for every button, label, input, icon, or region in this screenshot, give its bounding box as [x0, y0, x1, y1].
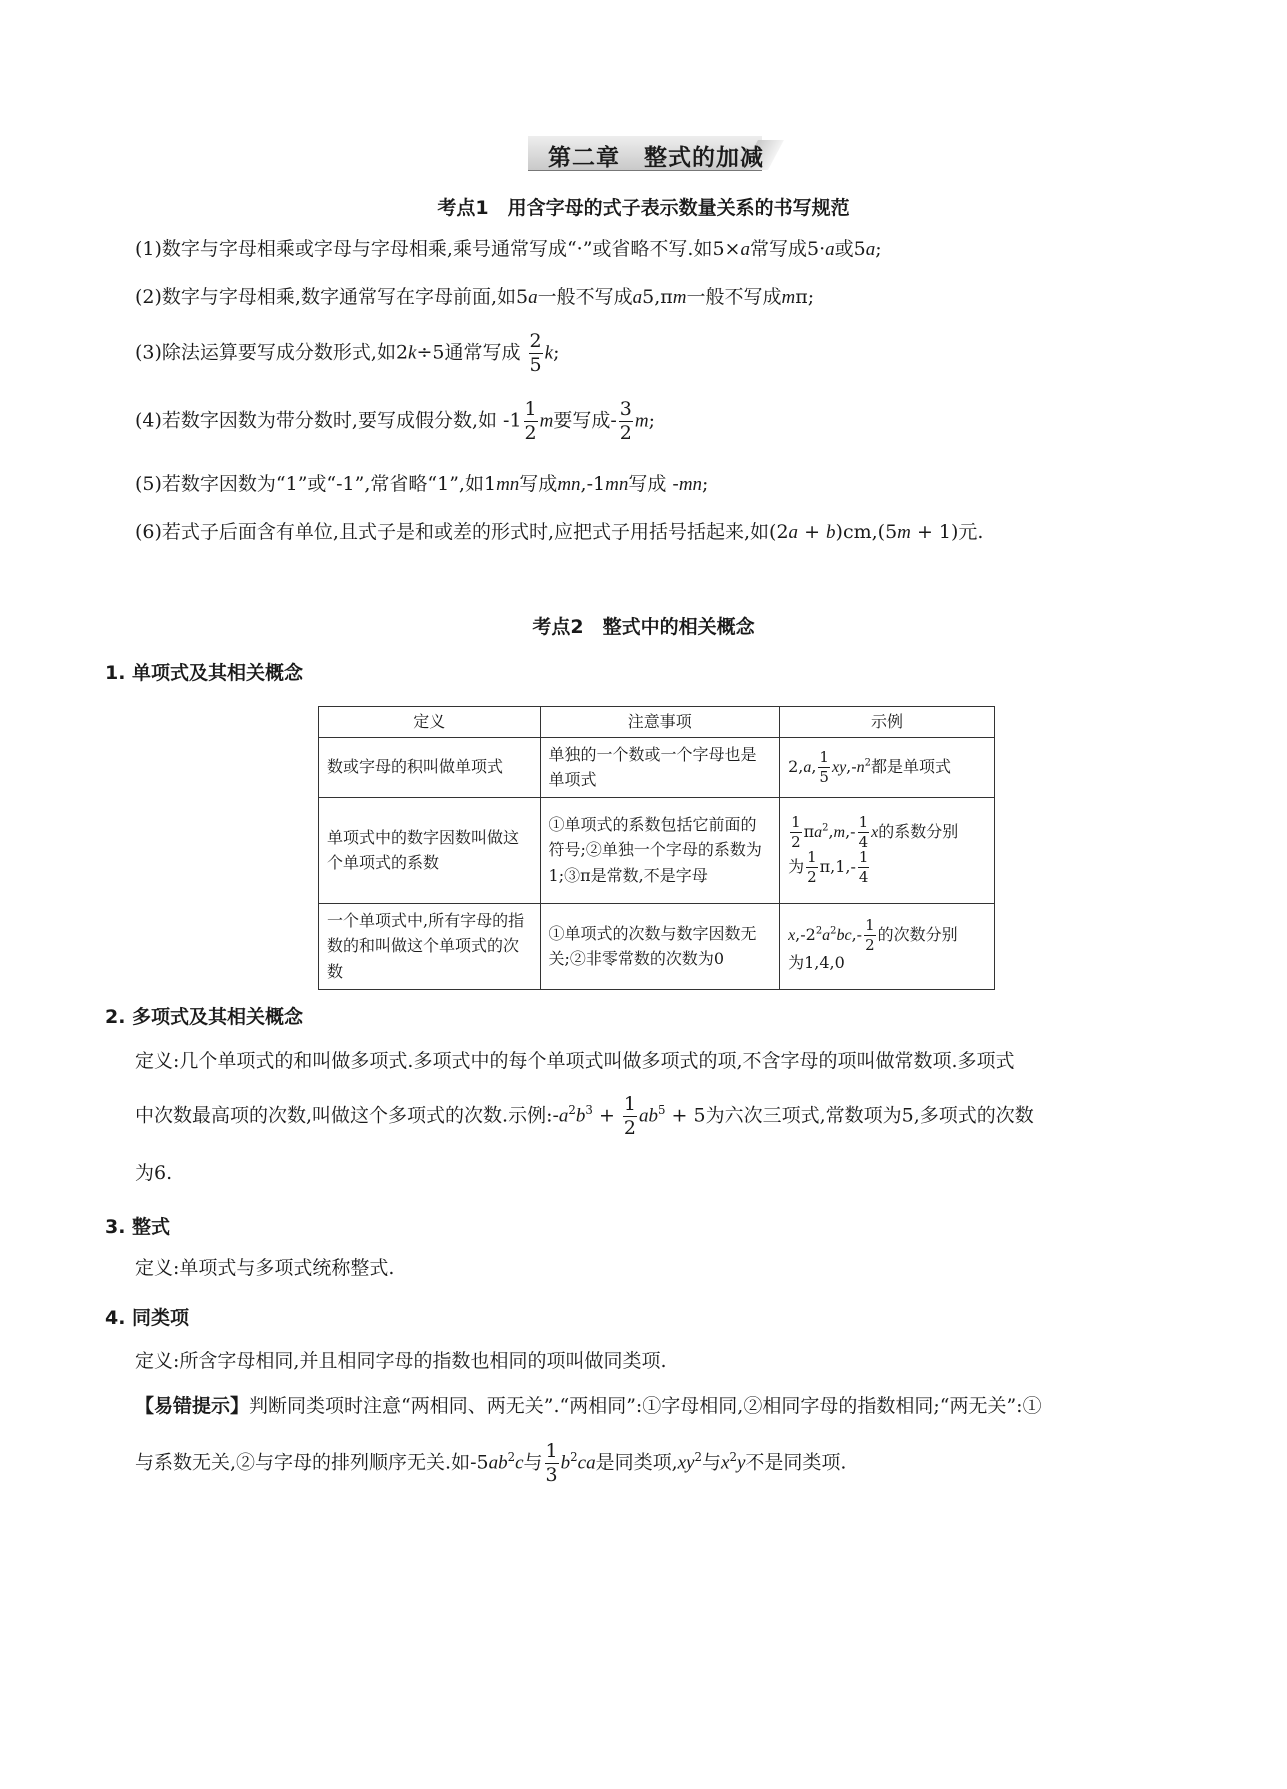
table-cell-note: ①单项式的次数与数字因数无关;②非零常数的次数为0: [540, 903, 780, 989]
table-cell-example: 2,a, $\frac{1}{5}$ $xy,-n^2$都是单项式: [780, 737, 995, 797]
table-cell-example: $x,-2^2a^2bc,-$ $\frac{1}{2}$ 的次数分别 为1,4,0: [780, 903, 995, 989]
fraction: $\frac{1}{4}$: [858, 848, 869, 887]
fraction: $\frac{1}{3}$: [545, 1440, 558, 1486]
error-tip-label: 【易错提示】: [135, 1395, 250, 1417]
like-terms-definition: 定义:所含字母相同,并且相同字母的指数也相同的项叫做同类项.: [135, 1350, 667, 1372]
table-row: [319, 737, 995, 797]
table-cell-definition: 单项式中的数字因数叫做这个单项式的系数: [319, 797, 541, 903]
fraction: $\frac{1}{5}$: [819, 747, 829, 786]
table-header-row: [319, 707, 995, 738]
subsection-monomial-title: 1. 单项式及其相关概念: [105, 662, 304, 684]
rule-2: (2)数字与字母相乘,数字通常写在字母前面,如5a一般不写成a5,πm一般不写成mπ;: [135, 286, 815, 308]
table-cell-note: 单独的一个数或一个字母也是单项式: [540, 737, 780, 797]
table-header: 定义: [319, 707, 541, 738]
polynomial-definition-line-1: 定义:几个单项式的和叫做多项式.多项式中的每个单项式叫做多项式的项,不含字母的项叫做常数项.多项式: [135, 1050, 1015, 1072]
fraction: $\frac{1}{2}$: [623, 1093, 636, 1139]
section2-heading: 考点2 整式中的相关概念: [532, 616, 755, 638]
chapter-title-banner: [528, 136, 784, 172]
chapter-title: 第二章 整式的加减: [548, 145, 764, 171]
polynomial-definition-line-2: 中次数最高项的次数,叫做这个多项式的次数.示例$:-a^2b^3$ + $\frac{1}{2}$ $ab^5 + 5$为六次三项式,常数项为5,多项式的次数: [135, 1093, 1034, 1139]
monomial-table: [318, 706, 995, 990]
table-row: [319, 903, 995, 989]
fraction: $\frac{1}{2}$: [865, 916, 875, 955]
rule-1: (1)数字与字母相乘或字母与字母相乘,乘号通常写成“·”或省略不写.如5×a常写成5·a或5a;: [135, 238, 882, 260]
polynomial-definition-line-3: 为6.: [135, 1162, 173, 1184]
fraction: $\frac{1}{2}$: [524, 398, 537, 444]
rule-6: (6)若式子后面含有单位,且式子是和或差的形式时,应把式子用括号括起来,如(2a + b)cm,(5m + 1)元.: [135, 521, 984, 543]
table-cell-definition: 一个单项式中,所有字母的指数的和叫做这个单项式的次数: [319, 903, 541, 989]
rule-4: (4)若数字因数为带分数时,要写成假分数,如 -1 $\frac{1}{2}$ m要写成- $\frac{3}{2}$ m;: [135, 398, 656, 444]
table-cell-note: ①单项式的系数包括它前面的符号;②单独一个字母的系数为1;③π是常数,不是字母: [540, 797, 780, 903]
table-header: 示例: [780, 707, 995, 738]
subsection-integral-expression-title: 3. 整式: [105, 1216, 171, 1238]
fraction: $\frac{1}{4}$: [858, 813, 869, 852]
table-cell-definition: 数或字母的积叫做单项式: [319, 737, 541, 797]
fraction: $\frac{1}{2}$: [791, 813, 801, 852]
table-cell-example: $\frac{1}{2}$ $\pi a^2,m,-$ $\frac{1}{4}$ x的系数分别 为 $\frac{1}{2}$ π,1,- $\frac{1}{4}$: [780, 797, 995, 903]
integral-expression-definition: 定义:单项式与多项式统称整式.: [135, 1257, 395, 1279]
rule-3: (3)除法运算要写成分数形式,如2k÷5通常写成 $\frac{2}{5}$ k;: [135, 330, 560, 376]
fraction: $\frac{2}{5}$: [529, 330, 542, 376]
subsection-like-terms-title: 4. 同类项: [105, 1307, 190, 1329]
section1-heading: 考点1 用含字母的式子表示数量关系的书写规范: [437, 197, 850, 219]
fraction: $\frac{3}{2}$: [619, 398, 632, 444]
table-header: 注意事项: [540, 707, 780, 738]
error-tip-line-2: 与系数无关,②与字母的排列顺序无关.如$-5ab^2c$与 $\frac{1}{3}$ $b^2ca$是同类项$,xy^2$与$x^2y$不是同类项.: [135, 1440, 847, 1486]
fraction: $\frac{1}{2}$: [807, 848, 817, 887]
error-tip-line-1: 【易错提示】判断同类项时注意“两相同、两无关”.“两相同”:①字母相同,②相同字母的指数相同;“两无关”:①: [135, 1395, 1042, 1417]
table-row: [319, 797, 995, 903]
subsection-polynomial-title: 2. 多项式及其相关概念: [105, 1006, 304, 1028]
rule-5: (5)若数字因数为“1”或“-1”,常省略“1”,如1mn写成mn,-1mn写成 -mn;: [135, 473, 709, 495]
